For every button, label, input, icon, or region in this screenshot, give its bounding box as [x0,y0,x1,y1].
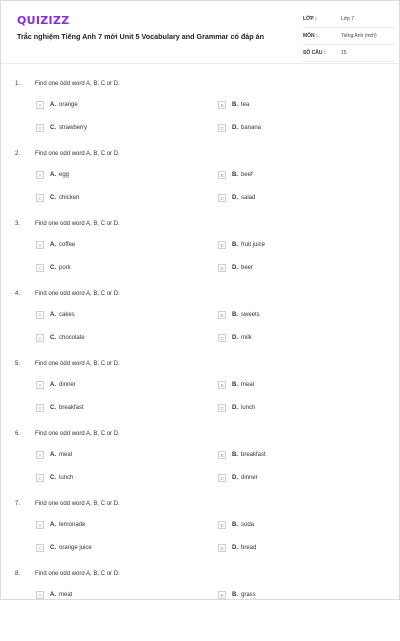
answer-option[interactable] [218,404,255,412]
option-checkbox[interactable]: D [218,264,226,272]
answer-option[interactable] [218,544,256,552]
question-prompt [15,81,120,87]
option-text: banana [241,125,262,131]
answer-option[interactable] [36,124,87,132]
quizizz-logo: QUIZIZZ [17,14,70,27]
answer-option[interactable] [218,591,256,599]
option-checkbox[interactable]: C [36,544,44,552]
option-checkbox[interactable]: D [218,334,226,342]
option-checkbox[interactable]: B [218,241,226,249]
option-text: soda [241,522,255,528]
option-text: bread [241,545,257,551]
question-item [1,81,400,151]
question-item [1,501,400,571]
option-text: chicken [59,195,80,201]
meta-value: Lớp 7 [341,16,355,22]
question-text: Find one odd word A, B, C or D. [35,291,120,297]
option-text: orange juice [59,545,92,551]
option-text: meat [59,592,73,598]
option-letter: C. [50,335,56,341]
option-letter: D. [232,405,238,411]
question-number: 8. [15,571,21,577]
answer-option[interactable] [36,381,76,389]
option-text: coffee [59,242,76,248]
option-text: sweets [241,312,260,318]
option-text: chocolate [59,335,85,341]
option-text: lunch [59,475,74,481]
question-list [1,81,400,641]
answer-option[interactable] [36,591,72,599]
option-checkbox[interactable]: D [218,194,226,202]
option-letter: A. [50,242,56,248]
answer-option[interactable] [218,381,254,389]
option-checkbox[interactable]: A [36,451,44,459]
option-checkbox[interactable]: D [218,124,226,132]
option-checkbox[interactable]: B [218,521,226,529]
option-text: beer [241,265,254,271]
option-letter: D. [232,125,238,131]
question-number: 2. [15,151,21,157]
option-text: lemonade [59,522,86,528]
answer-option[interactable] [218,171,253,179]
option-checkbox[interactable]: B [218,451,226,459]
option-letter: D. [232,265,238,271]
worksheet-header [1,1,399,63]
option-letter: C. [50,265,56,271]
answer-option[interactable] [36,404,84,412]
question-prompt [15,291,120,297]
answer-option[interactable] [218,311,260,319]
option-checkbox[interactable]: A [36,241,44,249]
question-number: 4. [15,291,21,297]
answer-option[interactable] [36,171,69,179]
answer-option[interactable] [218,264,253,272]
option-letter: A. [50,382,56,388]
question-item [1,571,400,641]
worksheet-title: Trắc nghiệm Tiếng Anh 7 mới Unit 5 Vocabulary and Grammar có đáp án [17,32,265,41]
option-letter: A. [50,522,56,528]
question-item [1,221,400,291]
option-checkbox[interactable]: A [36,171,44,179]
option-text: dinner [241,475,258,481]
option-letter: C. [50,405,56,411]
option-checkbox[interactable]: A [36,521,44,529]
answer-option[interactable] [218,241,265,249]
answer-option[interactable] [36,194,79,202]
meta-row-count [303,47,395,62]
option-text: meal [59,452,73,458]
option-letter: C. [50,195,56,201]
option-letter: B. [232,312,238,318]
option-checkbox[interactable]: B [218,591,226,599]
option-letter: C. [50,545,56,551]
question-prompt [15,431,120,437]
option-text: dinner [59,382,76,388]
option-text: breakfast [241,452,266,458]
meta-value: 15 [341,50,347,56]
option-letter: B. [232,172,238,178]
option-checkbox[interactable]: C [36,334,44,342]
answer-option[interactable] [36,474,73,482]
option-letter: D. [232,475,238,481]
option-text: breakfast [59,405,84,411]
worksheet-meta [303,13,395,64]
option-text: tea [241,102,250,108]
option-text: pork [59,265,71,271]
option-checkbox[interactable]: A [36,101,44,109]
option-checkbox[interactable]: B [218,381,226,389]
question-item [1,291,400,361]
question-number: 3. [15,221,21,227]
question-text: Find one odd word A, B, C or D. [35,81,120,87]
option-text: fruit juice [241,242,266,248]
option-checkbox[interactable]: B [218,101,226,109]
answer-option[interactable] [218,474,258,482]
option-letter: A. [50,102,56,108]
question-prompt [15,571,120,577]
answer-option[interactable] [36,451,72,459]
question-item [1,431,400,501]
question-prompt [15,501,120,507]
option-letter: A. [50,312,56,318]
option-letter: C. [50,125,56,131]
option-text: meal [241,382,255,388]
question-item [1,361,400,431]
option-text: orange [59,102,78,108]
option-text: beef [241,172,253,178]
question-number: 5. [15,361,21,367]
option-checkbox[interactable]: A [36,311,44,319]
answer-option[interactable] [36,241,75,249]
meta-key: MÔN : [303,33,318,39]
answer-option[interactable] [218,101,249,109]
question-prompt [15,361,120,367]
option-letter: B. [232,242,238,248]
answer-option[interactable] [218,124,261,132]
answer-option[interactable] [36,311,75,319]
meta-key: SỐ CÂU : [303,50,326,56]
question-number: 6. [15,431,21,437]
option-checkbox[interactable]: C [36,124,44,132]
answer-option[interactable] [36,544,92,552]
option-checkbox[interactable]: B [218,311,226,319]
option-letter: B. [232,102,238,108]
question-prompt [15,221,120,227]
question-prompt [15,151,120,157]
answer-option[interactable] [36,264,71,272]
option-text: strawberry [59,125,88,131]
question-item [1,151,400,221]
option-checkbox[interactable]: C [36,194,44,202]
option-letter: B. [232,382,238,388]
question-text: Find one odd word A, B, C or D. [35,571,120,577]
question-text: Find one odd word A, B, C or D. [35,151,120,157]
option-text: egg [59,172,70,178]
option-text: cakes [59,312,75,318]
option-letter: D. [232,545,238,551]
option-checkbox[interactable]: B [218,171,226,179]
meta-key: LỚP : [303,16,317,22]
answer-option[interactable] [218,521,254,529]
meta-value: Tiếng Anh (mới) [341,33,377,39]
option-letter: B. [232,592,238,598]
question-number: 7. [15,501,21,507]
option-text: milk [241,335,252,341]
option-checkbox[interactable]: C [36,474,44,482]
option-checkbox[interactable]: C [36,404,44,412]
option-checkbox[interactable]: D [218,404,226,412]
option-checkbox[interactable]: D [218,474,226,482]
option-letter: B. [232,522,238,528]
option-checkbox[interactable]: C [36,264,44,272]
option-checkbox[interactable]: A [36,381,44,389]
meta-row-subject [303,30,395,45]
option-checkbox[interactable]: A [36,591,44,599]
header-divider [1,63,399,64]
meta-row-class [303,13,395,28]
question-text: Find one odd word A, B, C or D. [35,431,120,437]
option-letter: A. [50,172,56,178]
option-letter: D. [232,195,238,201]
option-text: salad [241,195,256,201]
question-text: Find one odd word A, B, C or D. [35,221,120,227]
option-letter: D. [232,335,238,341]
answer-option[interactable] [218,451,266,459]
option-text: lunch [241,405,256,411]
option-letter: C. [50,475,56,481]
option-text: grass [241,592,256,598]
option-letter: B. [232,452,238,458]
answer-option[interactable] [36,521,85,529]
question-text: Find one odd word A, B, C or D. [35,501,120,507]
option-checkbox[interactable]: D [218,544,226,552]
question-text: Find one odd word A, B, C or D. [35,361,120,367]
answer-option[interactable] [36,101,78,109]
answer-option[interactable] [218,334,252,342]
answer-option[interactable] [218,194,255,202]
option-letter: A. [50,452,56,458]
answer-option[interactable] [36,334,85,342]
option-letter: A. [50,592,56,598]
question-number: 1. [15,81,21,87]
